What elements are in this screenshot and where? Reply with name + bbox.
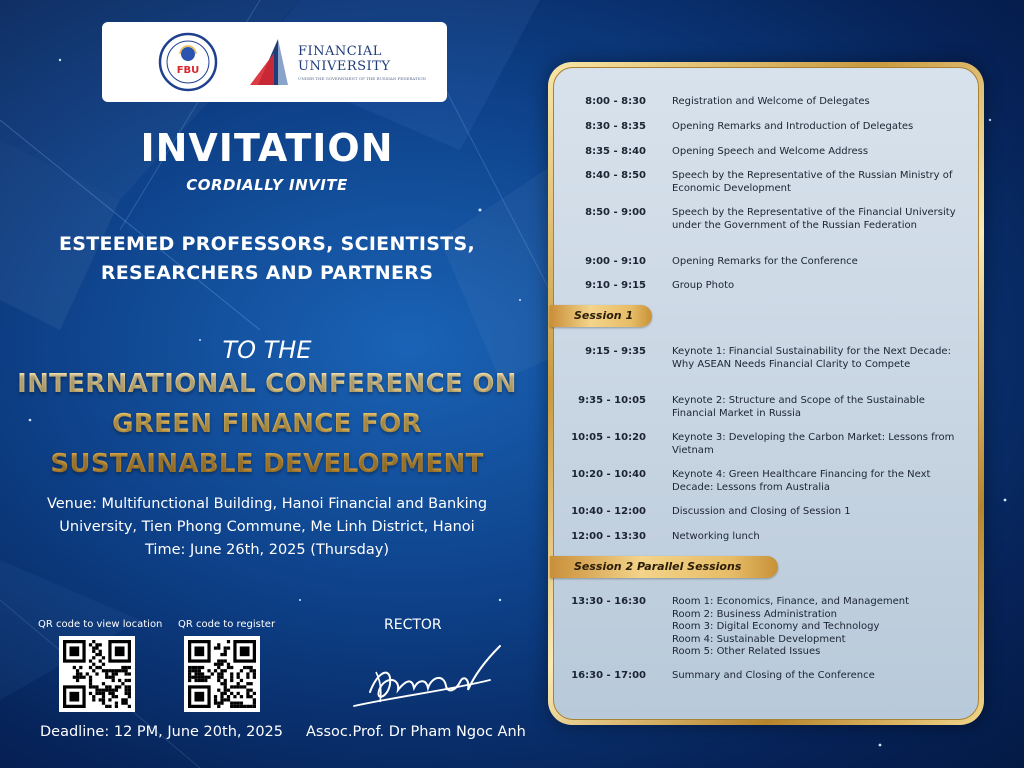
agenda-item: Networking lunch: [672, 531, 760, 542]
agenda-time: 10:40 - 12:00: [571, 506, 646, 517]
invitees: [0, 230, 534, 288]
agenda-time: 9:15 - 9:35: [585, 346, 646, 357]
agenda-room: Room 4: Sustainable Development: [672, 633, 846, 645]
invitees-line1: ESTEEMED PROFESSORS, SCIENTISTS,: [58, 233, 476, 255]
agenda-item: Registration and Welcome of Delegates: [672, 96, 870, 107]
deadline: Deadline: 12 PM, June 20th, 2025: [40, 724, 284, 740]
agenda-time: 12:00 - 13:30: [571, 531, 646, 542]
agenda-item: Opening Remarks for the Conference: [672, 256, 858, 267]
agenda-time: 13:30 - 16:30: [571, 596, 646, 607]
agenda-time: 9:00 - 9:10: [585, 256, 646, 267]
agenda-item: Keynote 2: Structure and Scope of the Sustainable Financial Market in Russia: [672, 395, 925, 419]
agenda-room: Room 5: Other Related Issues: [672, 646, 821, 657]
session-1-banner: Session 1: [550, 305, 652, 327]
venue-line1: Venue: Multifunctional Building, Hanoi Financial and Banking: [46, 496, 488, 512]
invitees-line2: RESEARCHERS AND PARTNERS: [100, 262, 434, 284]
qr-register-icon: [188, 640, 256, 708]
venue-time: Time: June 26th, 2025 (Thursday): [145, 542, 389, 558]
fu-logo-line1: FINANCIAL: [298, 43, 382, 59]
financial-university-logo: [248, 35, 426, 89]
agenda-time: 8:30 - 8:35: [585, 121, 646, 132]
agenda-item: Keynote 3: Developing the Carbon Market: Lessons from Vietnam: [672, 432, 955, 456]
conference-title-line2: GREEN FINANCE FOR: [112, 409, 422, 439]
agenda-item: Opening Remarks and Introduction of Delegates: [672, 121, 914, 132]
venue-line2: University, Tien Phong Commune, Me Linh District, Hanoi: [59, 519, 475, 535]
qr-location-icon: [63, 640, 131, 708]
signature-image: [340, 640, 510, 718]
fu-logo-line3: UNDER THE GOVERNMENT OF THE RUSSIAN FEDERATION: [298, 75, 427, 81]
agenda-room: Room 2: Business Administration: [672, 608, 838, 620]
agenda-item: Keynote 4: Green Healthcare Financing for the Next Decade: Lessons from Australia: [672, 469, 931, 493]
agenda-time: 16:30 - 17:00: [571, 670, 646, 681]
agenda-time: 8:00 - 8:30: [585, 96, 646, 107]
qr-register-code[interactable]: [184, 636, 260, 712]
agenda-item: Speech by the Representative of the Financial University under the Government of the Russian Federation: [672, 207, 956, 231]
fu-logo-line2: UNIVERSITY: [298, 58, 391, 74]
agenda-time: 8:35 - 8:40: [585, 146, 646, 157]
qr-location-code[interactable]: [59, 636, 135, 712]
conference-title-line3: SUSTAINABLE DEVELOPMENT: [50, 449, 484, 479]
agenda-room: Room 3: Digital Economy and Technology: [672, 621, 880, 632]
agenda-item: Discussion and Closing of Session 1: [672, 506, 851, 517]
to-the: TO THE: [222, 336, 312, 364]
agenda-time: 8:40 - 8:50: [585, 170, 646, 181]
agenda-time: 10:05 - 10:20: [571, 432, 646, 443]
agenda-item: Opening Speech and Welcome Address: [672, 146, 869, 157]
invitation-title: INVITATION: [140, 126, 394, 170]
agenda-item: Keynote 1: Financial Sustainability for the Next Decade: Why ASEAN Needs Financial Clarity to Compete: [672, 346, 951, 370]
conference-title-line1: INTERNATIONAL CONFERENCE ON: [17, 369, 517, 399]
qr-location-label: QR code to view location: [38, 619, 163, 630]
agenda-time: 10:20 - 10:40: [571, 469, 646, 480]
qr-register-label: QR code to register: [178, 619, 276, 630]
session-2-banner: Session 2 Parallel Sessions: [550, 556, 778, 578]
venue-info: [0, 493, 534, 562]
agenda-item: [672, 596, 962, 659]
agenda-item: Summary and Closing of the Conference: [672, 670, 875, 681]
rector-name: Assoc.Prof. Dr Pham Ngoc Anh: [306, 724, 526, 740]
fbu-seal-logo: [158, 32, 218, 92]
agenda-time: 8:50 - 9:00: [585, 207, 646, 218]
agenda-time: 9:10 - 9:15: [585, 280, 646, 291]
rector-label: RECTOR: [384, 617, 442, 633]
agenda-item: Speech by the Representative of the Russian Ministry of Economic Development: [672, 170, 953, 194]
cordially-invite: CORDIALLY INVITE: [186, 176, 348, 194]
conference-title: [0, 364, 534, 484]
agenda-item: Group Photo: [672, 280, 735, 291]
logo-bar: [102, 22, 447, 102]
fbu-seal-text: FBU: [176, 65, 200, 76]
fu-flag-icon: [248, 35, 292, 89]
agenda-room: Room 1: Economics, Finance, and Management: [672, 596, 910, 607]
agenda-time: 9:35 - 10:05: [578, 395, 646, 406]
